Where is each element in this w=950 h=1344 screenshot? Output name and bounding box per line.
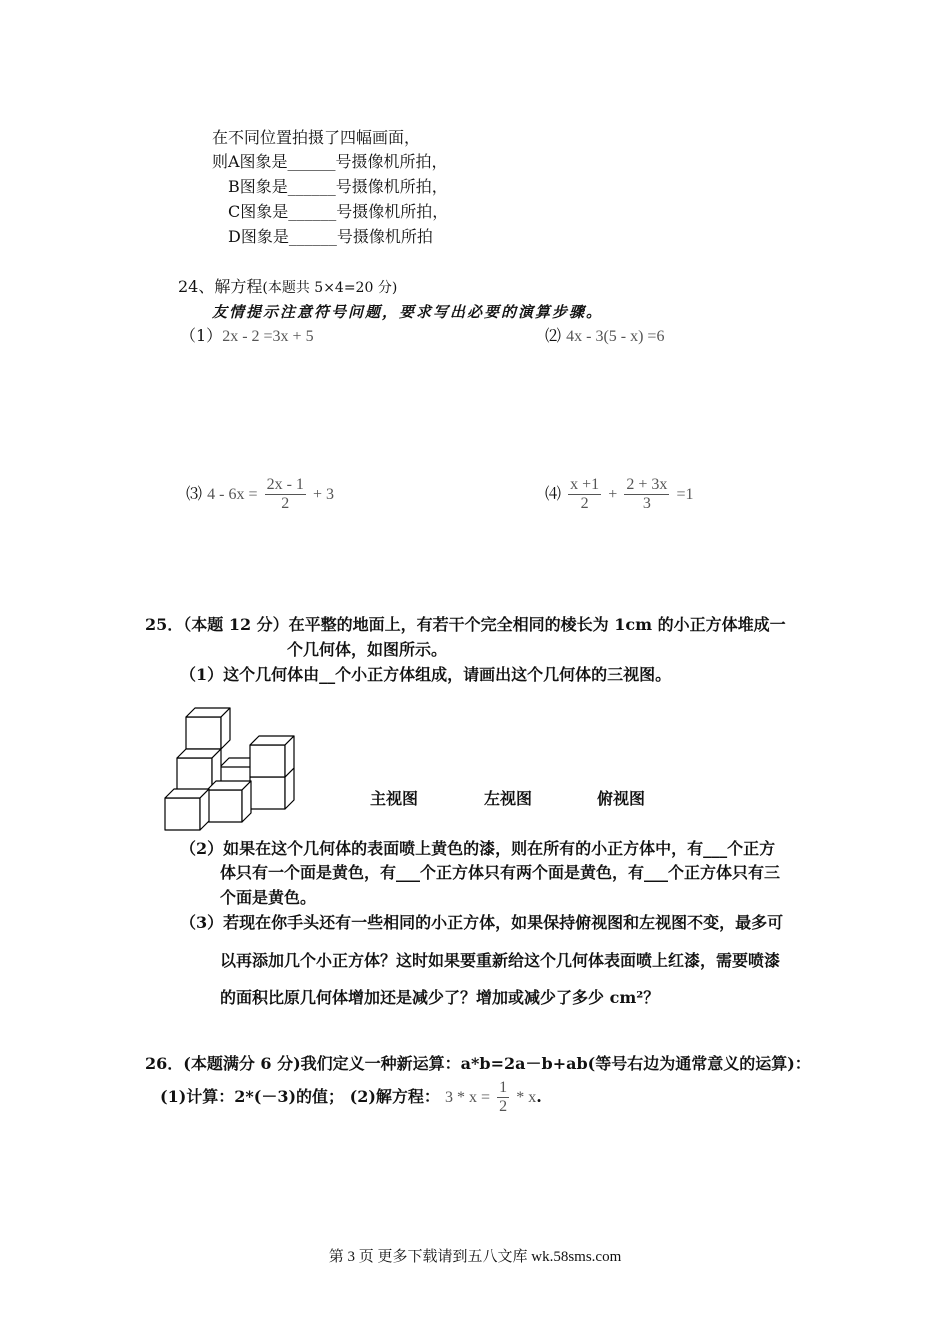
q25-part-3-line-2: 以再添加几个小正方体？这时如果要重新给这个几何体表面喷上红漆，需要喷漆 — [220, 951, 781, 970]
eq4-numerator-1: x +1 — [570, 476, 600, 493]
cube-front-left — [165, 789, 209, 830]
q26-line-2-text: (1)计算：2*(－3)的值； (2)解方程： — [160, 1087, 440, 1106]
q25-part-3-line-1: （3）若现在你手头还有一些相同的小正方体，如果保持俯视图和左视图不变，最多可 — [180, 913, 784, 932]
eq3-left: 4 - 6x = — [207, 486, 258, 503]
q26-eq-right: * x — [516, 1089, 537, 1106]
eq4-fraction-1 — [568, 476, 601, 513]
q24-points: (本题共 5×4=20 分) — [262, 280, 398, 296]
q23-line-3: B图象是______号摄像机所拍， — [228, 177, 448, 196]
q24-title: 24、解方程 — [178, 277, 263, 296]
eq1-expression: 2x - 2 =3x + 5 — [222, 328, 314, 345]
q23-line-4: C图象是______号摄像机所拍， — [228, 202, 449, 221]
eq4-right: =1 — [676, 486, 694, 503]
q24-heading — [178, 276, 397, 299]
q25-part-2-line-3: 个面是黄色。 — [220, 888, 317, 907]
q23-line-1: 在不同位置拍摄了四幅画面， — [212, 128, 421, 147]
cube-right-upper — [250, 736, 294, 777]
q26-eq-left: 3 * x = — [445, 1089, 491, 1106]
eq3-label: ⑶ — [186, 484, 203, 503]
q25-part-3-line-3: 的面积比原几何体增加还是减少了？增加或减少了多少 cm²？ — [220, 988, 660, 1007]
q24-equation-3 — [186, 472, 334, 517]
eq2-expression: 4x - 3(5 - x) =6 — [566, 328, 665, 345]
q24-equation-2 — [545, 325, 664, 348]
eq3-right: + 3 — [312, 486, 335, 503]
q25-part-1: （1）这个几何体由__个小正方体组成，请画出这个几何体的三视图。 — [180, 665, 672, 684]
eq4-label: ⑷ — [545, 484, 562, 503]
q24-equation-1 — [180, 325, 314, 348]
q25-part-2-line-1: （2）如果在这个几何体的表面喷上黄色的漆，则在所有的小正方体中，有___个正方 — [180, 839, 776, 858]
eq2-label: ⑵ — [545, 326, 562, 345]
eq4-fraction-2 — [624, 476, 669, 513]
eq3-numerator: 2x - 1 — [266, 476, 304, 493]
page-footer: 第 3 页 更多下载请到五八文库 wk.58sms.com — [328, 1249, 622, 1265]
label-front-view: 主视图 — [370, 789, 419, 808]
q26-line-2 — [160, 1075, 542, 1120]
q24-equation-4 — [545, 472, 694, 517]
cube-front-middle — [207, 781, 251, 822]
q25-line-1: 25．（本题 12 分）在平整的地面上，有若干个完全相同的棱长为 1cm 的小正方体堆成一 — [145, 615, 786, 634]
eq1-label: （1） — [180, 326, 223, 345]
eq4-denominator-1: 2 — [580, 495, 589, 512]
q26-line-1: 26．(本题满分 6 分)我们定义一种新运算：a*b=2a－b+ab(等号右边为通常意义的运算)： — [145, 1054, 811, 1073]
eq4-numerator-2: 2 + 3x — [626, 476, 668, 493]
label-left-view: 左视图 — [484, 789, 533, 808]
cube-left-top — [186, 708, 230, 749]
eq4-plus: + — [608, 486, 618, 503]
q23-line-2: 则A图象是______号摄像机所拍， — [212, 152, 448, 171]
q26-eq-denominator: 2 — [499, 1098, 508, 1115]
q25-part-2-line-2: 体只有一个面是黄色，有___个正方体只有两个面是黄色，有___个正方体只有三 — [220, 863, 781, 882]
eq3-fraction — [265, 476, 306, 513]
q26-period: . — [536, 1087, 542, 1106]
eq4-denominator-2: 3 — [642, 495, 651, 512]
cube-stack-figure — [160, 700, 305, 835]
eq3-denominator: 2 — [281, 495, 290, 512]
q26-eq-numerator: 1 — [499, 1079, 508, 1096]
q26-eq-fraction — [497, 1079, 509, 1116]
label-top-view: 俯视图 — [597, 789, 646, 808]
q25-line-2: 个几何体，如图所示。 — [287, 640, 448, 659]
q24-hint: 友情提示注意符号问题，要求写出必要的演算步骤。 — [212, 303, 604, 321]
q23-line-5: D图象是______号摄像机所拍 — [228, 227, 433, 246]
